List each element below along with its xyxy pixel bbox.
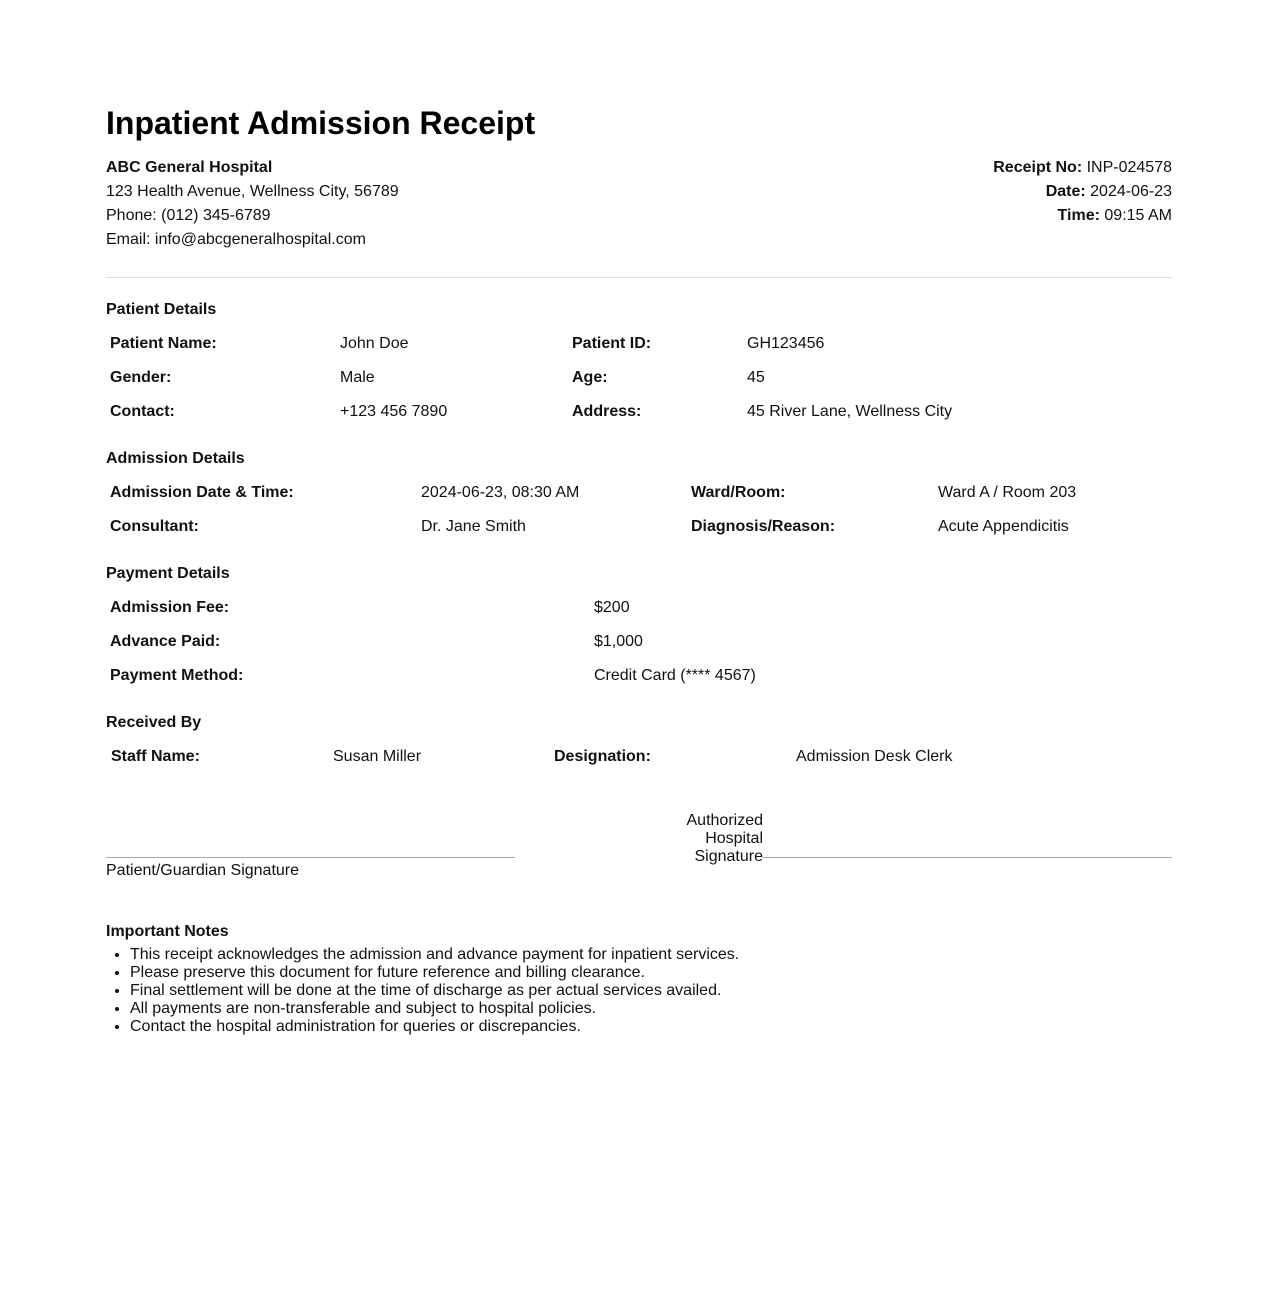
consultant: Dr. Jane Smith: [421, 518, 526, 535]
receipt-time: 09:15 AM: [1104, 207, 1172, 224]
hospital-signature-line: [763, 857, 1172, 858]
receipt-number-label: Receipt No:: [993, 159, 1083, 176]
list-item: • This receipt acknowledges the admission and advance payment for inpatient services.: [130, 946, 1172, 964]
list-item: • Final settlement will be done at the time of discharge as per actual services availed.: [130, 982, 1172, 1000]
patient-details-heading: Patient Details: [106, 301, 217, 318]
advance-paid: $1,000: [594, 633, 643, 650]
receipt-number: INP-024578: [1086, 159, 1172, 176]
patient-signature-line: [106, 857, 515, 858]
hospital-phone: Phone: (012) 345-6789: [106, 207, 271, 224]
receipt-date-row: [993, 180, 1172, 204]
hospital-address: 123 Health Avenue, Wellness City, 56789: [106, 183, 399, 200]
header-divider: [106, 277, 1172, 278]
received-by-table: [106, 740, 1172, 774]
important-notes-section: [106, 920, 1172, 1036]
table-row: [106, 591, 1172, 625]
admission-fee: $200: [594, 599, 630, 616]
hospital-signature-label: Authorized Hospital Signature: [686, 812, 763, 865]
payment-details-table: [106, 591, 1172, 693]
payment-details-section: [106, 562, 1172, 693]
page-title: Inpatient Admission Receipt: [106, 105, 536, 141]
gender: Male: [340, 369, 375, 386]
admission-details-table: [106, 476, 1172, 544]
received-by-section: [106, 711, 1172, 774]
admission-fee-label: Admission Fee:: [110, 599, 230, 616]
receipt-time-row: [993, 204, 1172, 228]
receipt-time-label: Time:: [1057, 207, 1100, 224]
receipt-header: [106, 156, 1172, 252]
list-item: • All payments are non-transferable and subject to hospital policies.: [130, 1000, 1172, 1018]
receipt-page: [106, 0, 1172, 1036]
table-row: [106, 395, 1172, 429]
payment-method: Credit Card (**** 4567): [594, 667, 756, 684]
hospital-email: Email: info@abcgeneralhospital.com: [106, 231, 366, 248]
table-row: [106, 361, 1172, 395]
hospital-name: ABC General Hospital: [106, 159, 273, 176]
address: 45 River Lane, Wellness City: [747, 403, 953, 420]
receipt-date: 2024-06-23: [1090, 183, 1172, 200]
receipt-number-row: [993, 156, 1172, 180]
patient-id-label: Patient ID:: [572, 335, 652, 352]
consultant-label: Consultant:: [110, 518, 199, 535]
payment-details-heading: Payment Details: [106, 565, 230, 582]
admission-datetime: 2024-06-23, 08:30 AM: [421, 484, 580, 501]
patient-details-table: [106, 327, 1172, 429]
table-row: [106, 740, 1172, 774]
age: 45: [747, 369, 765, 386]
list-item: • Please preserve this document for future reference and billing clearance.: [130, 964, 1172, 982]
contact-label: Contact:: [110, 403, 175, 420]
admission-details-section: [106, 447, 1172, 544]
advance-paid-label: Advance Paid:: [110, 633, 221, 650]
patient-signature-label: Patient/Guardian Signature: [106, 862, 300, 879]
receipt-meta: [993, 156, 1172, 252]
designation-label: Designation:: [554, 748, 651, 765]
gender-label: Gender:: [110, 369, 172, 386]
signature-area: [106, 812, 1172, 892]
contact: +123 456 7890: [340, 403, 448, 420]
table-row: [106, 659, 1172, 693]
staff-name: Susan Miller: [333, 748, 422, 765]
patient-name: John Doe: [340, 335, 409, 352]
diagnosis-label: Diagnosis/Reason:: [691, 518, 836, 535]
patient-details-section: [106, 298, 1172, 429]
received-by-heading: Received By: [106, 714, 202, 731]
patient-id: GH123456: [747, 335, 825, 352]
table-row: [106, 510, 1172, 544]
ward: Ward A / Room 203: [938, 484, 1077, 501]
address-label: Address:: [572, 403, 642, 420]
payment-method-label: Payment Method:: [110, 667, 244, 684]
age-label: Age:: [572, 369, 608, 386]
staff-name-label: Staff Name:: [111, 748, 200, 765]
designation: Admission Desk Clerk: [796, 748, 953, 765]
notes-list: [106, 946, 1172, 1036]
receipt-date-label: Date:: [1045, 183, 1086, 200]
important-notes-heading: Important Notes: [106, 923, 229, 940]
admission-details-heading: Admission Details: [106, 450, 245, 467]
ward-label: Ward/Room:: [691, 484, 786, 501]
hospital-info: [106, 156, 399, 252]
admission-datetime-label: Admission Date & Time:: [110, 484, 294, 501]
diagnosis: Acute Appendicitis: [938, 518, 1069, 535]
list-item: • Contact the hospital administration for queries or discrepancies.: [130, 1018, 1172, 1036]
table-row: [106, 476, 1172, 510]
table-row: [106, 327, 1172, 361]
patient-name-label: Patient Name:: [110, 335, 217, 352]
table-row: [106, 625, 1172, 659]
